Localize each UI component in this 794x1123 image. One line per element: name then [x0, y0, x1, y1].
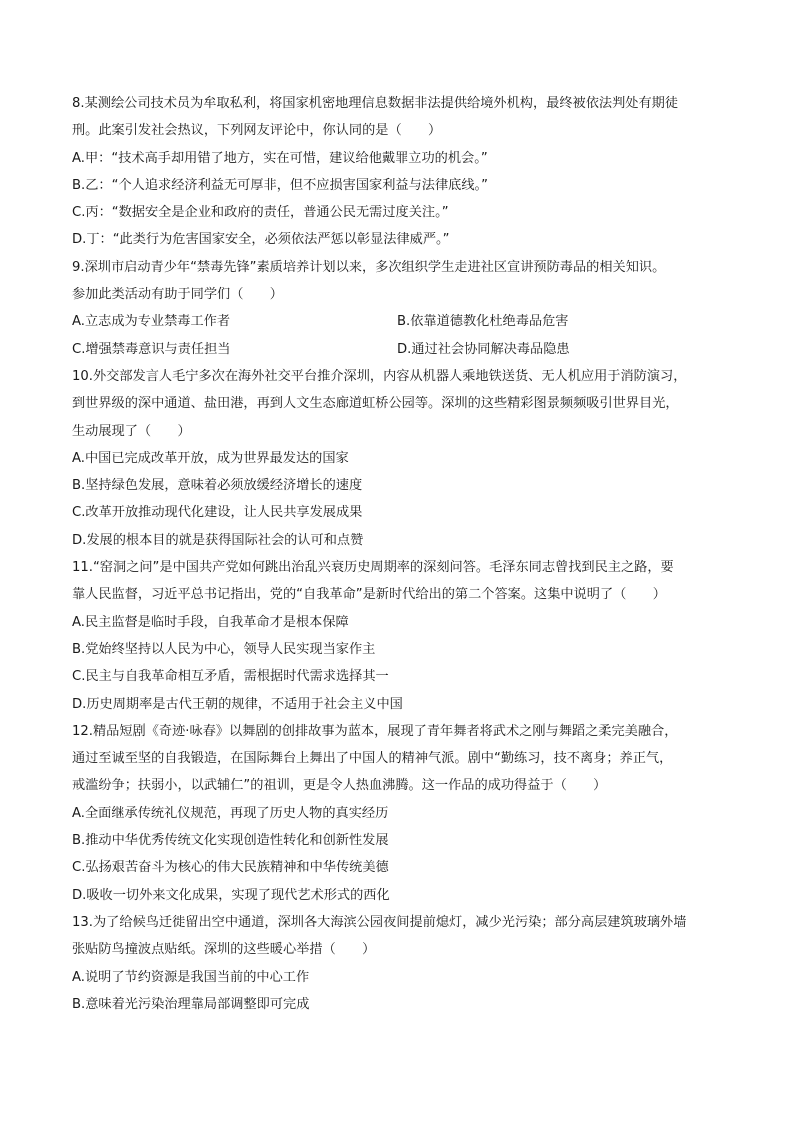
- answer-option: C.丙：“数据安全是企业和政府的责任，普通公民无需过度关注。”: [72, 205, 449, 221]
- answer-option: B.推动中华优秀传统文化实现创造性转化和创新性发展: [72, 833, 389, 849]
- question-stem: 11.“窑洞之问”是中国共产党如何跳出治乱兴衰历史周期率的深刻问答。毛泽东同志曾找到民主之路，要: [72, 560, 674, 576]
- answer-option: D.发展的根本目的就是获得国际社会的认可和点赞: [72, 532, 364, 548]
- question-stem: 靠人民监督，习近平总书记指出，党的“自我革命”是新时代给出的第二个答案。这集中说明了（ ）: [72, 587, 666, 603]
- answer-option: A.说明了节约资源是我国当前的中心工作: [72, 969, 310, 985]
- question-stem: 13.为了给候鸟迁徙留出空中通道，深圳各大海滨公园夜间提前熄灯，减少光污染；部分高层建筑玻璃外墙: [72, 914, 687, 930]
- answer-option: A.甲：“技术高手却用错了地方，实在可惜，建议给他戴罪立功的机会。”: [72, 150, 488, 166]
- question-stem: 10.外交部发言人毛宁多次在海外社交平台推介深圳，内容从机器人乘地铁送货、无人机应用于消防演习，: [72, 368, 687, 384]
- question-stem: 生动展现了（ ）: [72, 423, 191, 439]
- question-stem: 12.精品短剧《奇迹·咏春》以舞剧的创排故事为蓝本，展现了青年舞者将武术之刚与舞蹈之柔完美融合，: [72, 723, 678, 739]
- option-row: [72, 308, 722, 335]
- answer-option: C.增强禁毒意识与责任担当: [72, 341, 231, 357]
- question-stem: 通过至诚至坚的自我锻造，在国际舞台上舞出了中国人的精神气派。剧中“勤练习，技不离身；养正气，: [72, 751, 673, 767]
- answer-option: B.党始终坚持以人民为中心，领导人民实现当家作主: [72, 641, 376, 657]
- question-12: [72, 718, 722, 909]
- answer-option: A.民主监督是临时手段，自我革命才是根本保障: [72, 614, 349, 630]
- answer-option: B.依靠道德教化杜绝毒品危害: [397, 314, 569, 330]
- question-11: [72, 554, 722, 718]
- question-stem: 9.深圳市启动青少年“禁毒先锋”素质培养计划以来，多次组织学生走进社区宣讲预防毒品的相关知识。: [72, 259, 666, 275]
- answer-option: D.通过社会协同解决毒品隐患: [397, 341, 570, 357]
- answer-option: B.意味着光污染治理靠局部调整即可完成: [72, 996, 310, 1012]
- answer-option: D.吸收一切外来文化成果，实现了现代艺术形式的西化: [72, 887, 390, 903]
- question-10: [72, 363, 722, 554]
- answer-option: D.历史周期率是古代王朝的规律，不适用于社会主义中国: [72, 696, 403, 712]
- question-stem: 8.某测绘公司技术员为牟取私利，将国家机密地理信息数据非法提供给境外机构，最终被依法判处有期徒: [72, 96, 679, 111]
- question-list: [72, 90, 722, 1018]
- question-stem: 参加此类活动有助于同学们（ ）: [72, 287, 283, 303]
- answer-option: B.乙：“个人追求经济利益无可厚非，但不应损害国家利益与法律底线。”: [72, 177, 488, 193]
- answer-option: A.立志成为专业禁毒工作者: [72, 314, 231, 330]
- question-9: [72, 254, 722, 363]
- answer-option: C.改革开放推动现代化建设，让人民共享发展成果: [72, 505, 363, 521]
- option-row: [72, 336, 722, 363]
- answer-option: A.全面继承传统礼仪规范，再现了历史人物的真实经历: [72, 805, 389, 821]
- question-stem: 到世界级的深中通道、盐田港，再到人文生态廊道虹桥公园等。深圳的这些精彩图景频频吸引世界目光，: [72, 396, 679, 412]
- answer-option: C.弘扬艰苦奋斗为核心的伟大民族精神和中华传统美德: [72, 860, 389, 876]
- question-stem: 戒滥纷争；扶弱小，以武辅仁”的祖训，更是令人热血沸腾。这一作品的成功得益于（ ）: [72, 778, 607, 794]
- question-stem: 刑。此案引发社会热议，下列网友评论中，你认同的是（ ）: [72, 123, 442, 139]
- question-stem: 张贴防鸟撞波点贴纸。深圳的这些暖心举措（ ）: [72, 942, 376, 958]
- question-8: [72, 90, 722, 254]
- answer-option: D.丁：“此类行为危害国家安全，必须依法严惩以彰显法律威严。”: [72, 232, 450, 248]
- answer-option: C.民主与自我革命相互矛盾，需根据时代需求选择其一: [72, 669, 389, 685]
- answer-option: B.坚持绿色发展，意味着必须放缓经济增长的速度: [72, 478, 363, 494]
- question-13: [72, 909, 722, 1018]
- answer-option: A.中国已完成改革开放，成为世界最发达的国家: [72, 450, 349, 466]
